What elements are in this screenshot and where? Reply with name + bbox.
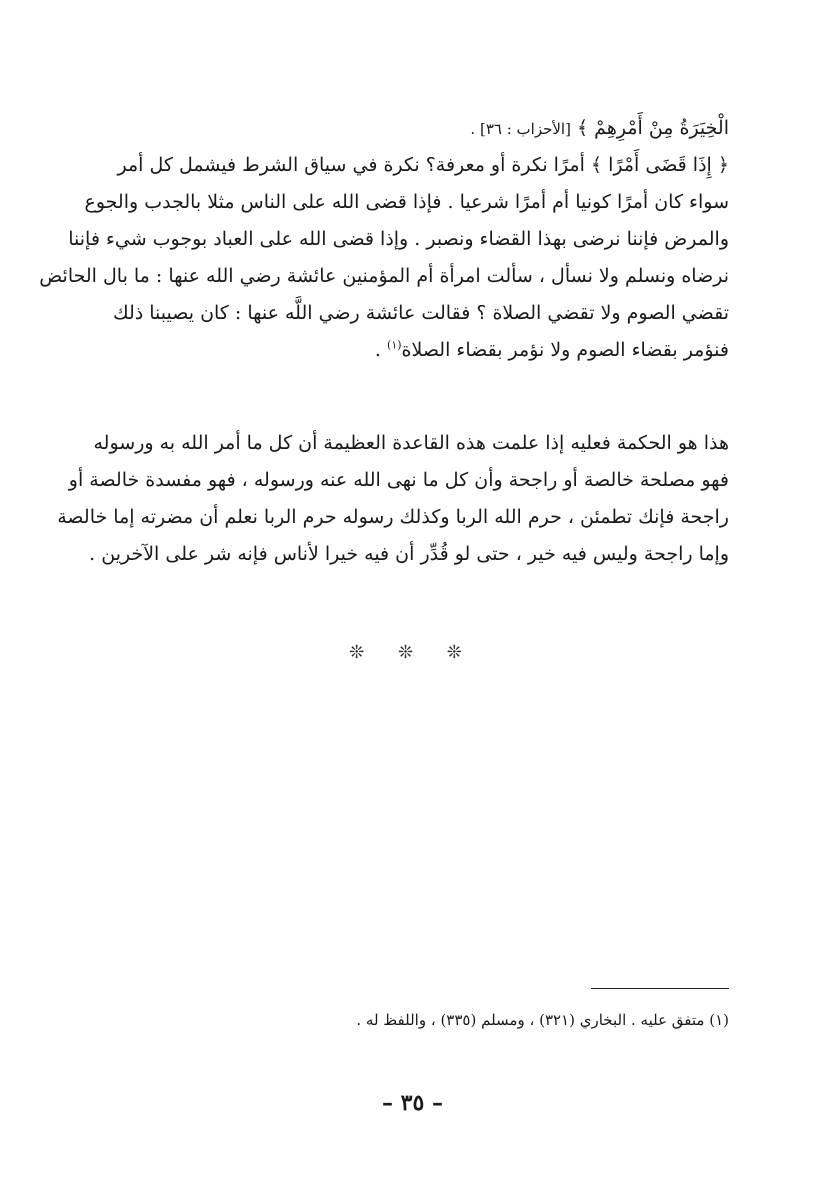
text-line: راجحة فإنك تطمئن ، حرم الله الربا وكذلك رسوله حرم الربا نعلم أن مضرته إما خالصة bbox=[57, 506, 729, 528]
text-line bbox=[95, 110, 729, 147]
text-line-end: . bbox=[374, 339, 388, 361]
quran-quote: الْخِيَرَةُ مِنْ أَمْرِهِمْ ﴾ bbox=[577, 117, 729, 139]
text-line: هذا هو الحكمة فعليه إذا علمت هذه القاعدة العظيمة أن كل ما أمر الله به ورسوله bbox=[93, 432, 729, 454]
surah-reference: [الأحزاب : ٣٦] . bbox=[470, 120, 571, 138]
footnote-divider bbox=[591, 988, 729, 989]
text-line bbox=[95, 332, 729, 369]
section-separator: ❊ ❊ ❊ bbox=[349, 642, 476, 663]
text-line: سواء كان أمرًا كونيا أم أمرًا شرعيا . فإذا قضى الله على الناس مثلا بالجدب والجوع bbox=[84, 191, 729, 213]
text-line: نرضاه ونسلم ولا نسأل ، سألت امرأة أم المؤمنين عائشة رضي الله عنها : ما بال الحائض bbox=[39, 265, 729, 287]
text-line: وإما راجحة وليس فيه خير ، حتى لو قُدِّر أن فيه خيرا لأناس فإنه شر على الآخرين . bbox=[89, 543, 729, 565]
text-line: فهو مصلحة خالصة أو راجحة وأن كل ما نهى الله عنه ورسوله ، فهو مفسدة خالصة أو bbox=[68, 469, 729, 491]
footnote-marker: (١) bbox=[387, 338, 402, 352]
text-line-content: فنؤمر بقضاء الصوم ولا نؤمر بقضاء الصلاة bbox=[401, 339, 729, 361]
footnote: (١) متفق عليه . البخاري (٣٢١) ، ومسلم (٣٣٥) ، واللفظ له . bbox=[356, 1011, 729, 1029]
text-line: والمرض فإننا نرضى بهذا القضاء ونصبر . وإذا قضى الله على العباد بوجوب شيء فإننا bbox=[68, 228, 729, 250]
page-number: – ٣٥ – bbox=[382, 1090, 443, 1116]
text-line: تقضي الصوم ولا تقضي الصلاة ؟ فقالت عائشة رضي اللَّه عنها : كان يصيبنا ذلك bbox=[112, 302, 729, 324]
paragraph-quranic-commentary bbox=[39, 110, 729, 369]
text-line: ﴿ إِذَا قَضَى أَمْرًا ﴾ أمرًا نكرة أو معرفة؟ نكرة في سياق الشرط فيشمل كل أمر bbox=[117, 154, 729, 176]
paragraph-wisdom bbox=[57, 425, 729, 573]
